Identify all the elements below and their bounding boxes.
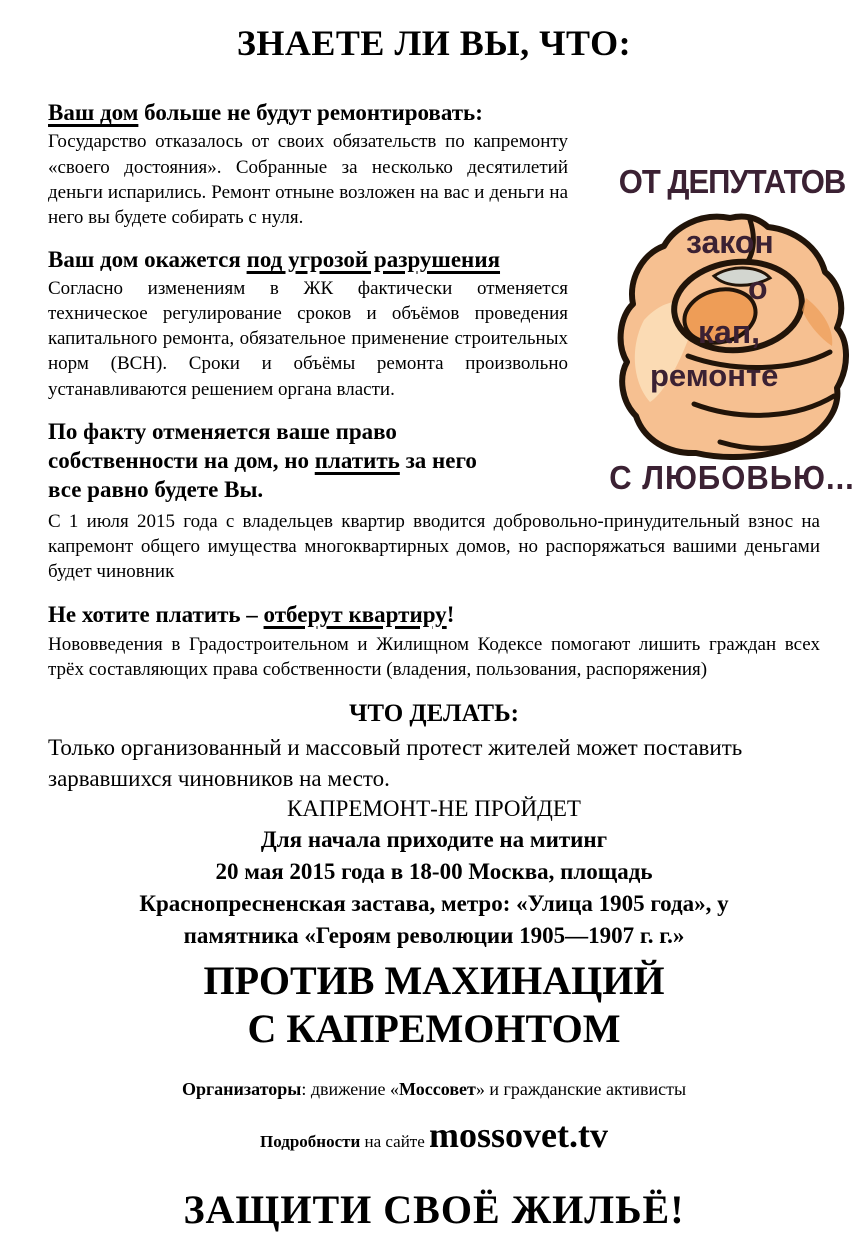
- heading-part: больше не будут ремонтировать:: [138, 100, 483, 125]
- page-title: ЗНАЕТЕ ЛИ ВЫ, ЧТО:: [236, 23, 632, 63]
- heading-line: По факту отменяется ваше право: [48, 418, 397, 444]
- section-repair: [48, 98, 568, 230]
- heading-part-underlined: отберут квартиру: [263, 602, 447, 628]
- upper-content: [0, 64, 868, 505]
- section-heading: [48, 245, 568, 274]
- lead-text: Только организованный и массовый протест жителей может поставить зарвавшихся чиновников на место.: [48, 734, 743, 791]
- section-body: Государство отказалось от своих обязательств по капремонту «своего достояния». Собранные за несколько десятилетий деньги испарились. Ремонт отныне возложен на вас и деньги на него вы будете собирать с нуля.: [48, 131, 568, 228]
- organizers-line: [48, 1079, 820, 1100]
- against-line-1: ПРОТИВ МАХИНАЦИЙ: [203, 957, 665, 1003]
- invite-line: Для начала приходите на митинг: [260, 826, 608, 852]
- against-line-2: С КАПРЕМОНТОМ: [247, 1005, 621, 1051]
- heading-part: Не хотите платить –: [48, 602, 264, 628]
- heading-part: Ваш дом окажется: [48, 246, 247, 272]
- poster-top-caption: ОТ ДЕПУТАТОВ: [618, 162, 846, 201]
- date-line: 20 мая 2015 года в 18-00 Москва, площадь: [215, 859, 653, 884]
- heading-line: [48, 446, 568, 475]
- heading-part: за него: [399, 448, 477, 474]
- heading-part-underlined: платить: [314, 448, 400, 474]
- organizers-text: » и гражданские активисты: [475, 1078, 687, 1099]
- heading-part-underlined: под угрозой разрушения: [246, 246, 501, 272]
- heading-part-underlined: Ваш дом: [48, 100, 139, 125]
- final-slogan: ЗАЩИТИ СВОЁ ЖИЛЬЁ!: [183, 1186, 685, 1232]
- location-line-2: памятника «Героям революции 1905—1907 г. г.»: [183, 923, 685, 949]
- section-body: Нововведения в Градостроительном и Жилищном Кодексе помогают лишить граждан всех трёх составляющих права собственности (владения, пользования, распоряжения): [48, 633, 820, 680]
- details-text: на сайте: [360, 1131, 430, 1151]
- heading-part: !: [446, 602, 455, 628]
- poster-bottom-caption: С ЛЮБОВЬЮ...: [609, 458, 855, 497]
- fist-image: [600, 202, 864, 460]
- heading-part: собственности на дом, но: [48, 448, 315, 474]
- section-flat: [48, 600, 820, 682]
- details-label: Подробности: [259, 1131, 361, 1151]
- section-destruction: [48, 245, 568, 402]
- heading-line: все равно будете Вы.: [48, 477, 264, 503]
- details-line: [48, 1114, 820, 1156]
- section-heading: [48, 417, 568, 505]
- section-property-body: С 1 июля 2015 года с владельцев квартир вводится добровольно-принудительный взнос на капремонт общего имущества многоквартирных домов, но распоряжаться вашими деньгами будет чиновник: [48, 510, 820, 583]
- section-body: Согласно изменениям в ЖК фактически отменяется техническое регулирование сроков и объёмов проведения капитального ремонта, обязательное применение строительных норм (ВСН). Сроки и объёмы ремонта произвольно устанавливаются решением органа власти.: [48, 278, 568, 400]
- slogan-text: КАПРЕМОНТ-НЕ ПРОЙДЕТ: [287, 795, 581, 821]
- organizers-label: Организаторы: [181, 1078, 302, 1099]
- lower-content: [0, 509, 868, 1233]
- section-property-heading: [48, 417, 568, 505]
- section-heading: [48, 600, 820, 629]
- left-column: [48, 98, 568, 505]
- propaganda-poster: [600, 164, 864, 496]
- organizers-text: : движение «: [301, 1078, 400, 1099]
- fist-caption-zakon: закон: [686, 224, 774, 260]
- location-line-1: Краснопресненская застава, метро: «Улица 1905 года», у: [139, 891, 729, 917]
- section-heading: [48, 98, 568, 127]
- fist-caption-o: о: [748, 270, 768, 306]
- site-name: mossovet.tv: [429, 1114, 608, 1155]
- fist-caption-remonte: ремонте: [650, 358, 779, 393]
- what-to-do-heading: ЧТО ДЕЛАТЬ:: [349, 699, 519, 727]
- organizers-name: Моссовет: [399, 1078, 476, 1099]
- fist-caption-kap: кап,: [698, 314, 761, 350]
